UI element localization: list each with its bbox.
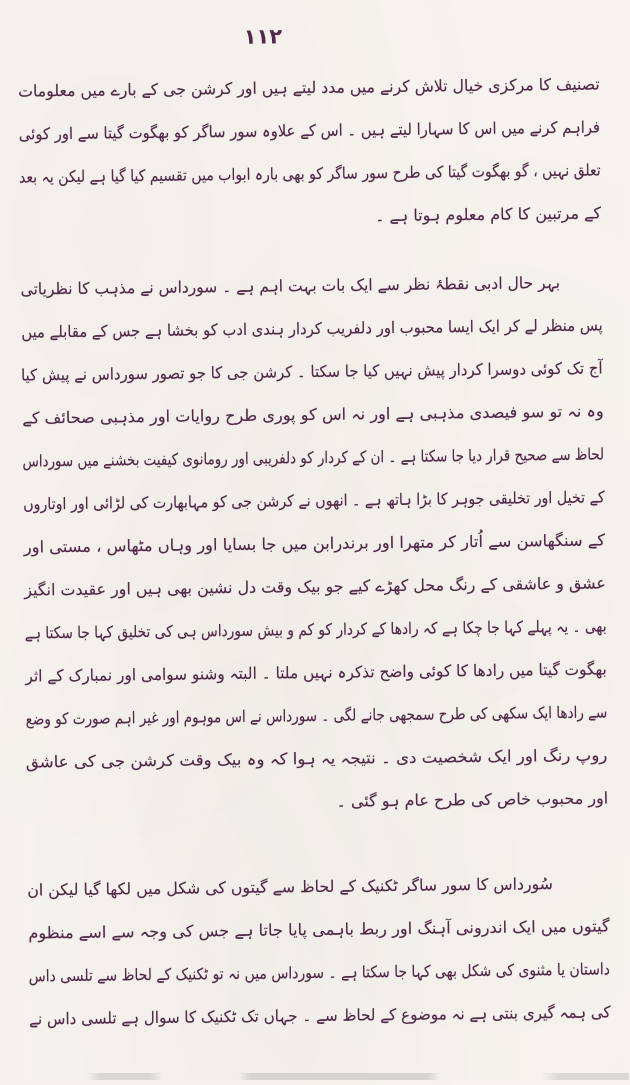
text-line: پس منظر لے کر ایک ایسا محبوب اور دلفریب کردار ہندی ادب کو بخشا ہے جس کے مقابلے میں — [21, 315, 604, 342]
text-line: بھگوت گیتا میں رادھا کا کوئی واضح تذکرہ نہیں ملتا ۔ البتہ وشنو سوامی اور نمبارک کے اثر — [26, 659, 608, 686]
text-line: کے مرتبین کا کام معلوم ہوتا ہے ۔ — [375, 203, 603, 226]
text-line: عشق و عاشقی کے رنگ محل کھڑے کیے جو بیک وقت دل نشین بھی ہیں اور عقیدت انگیز — [24, 573, 607, 600]
text-line: سُورداس کا سور ساگر ٹکنیک کے لحاظ سے گیتوں کی شکل میں لکھا گیا لیکن ان — [28, 874, 555, 900]
page-text — [18, 62, 612, 1040]
text-line: کی ہمہ گیری بنتی ہے نہ موضوع کے لحاظ سے ۔ جہاں تک ٹکنیک کا سوال ہے تلسی داس نے — [30, 1002, 612, 1029]
text-line: روپ رنگ اور ایک شخصیت دی ۔ نتیجہ یہ ہوا کہ وہ بیک وقت کرشن جی کی عاشق — [27, 745, 609, 772]
text-line: کے سنگھاسن سے اُتار کر متھرا اور برندرابن میں جا بسایا اور وہاں مٹھاس ، مستی اور — [24, 530, 607, 557]
paragraph — [18, 62, 602, 241]
text-line: لحاظ سے صحیح قرار دیا جا سکتا ہے ۔ ان کے کردار کو دلفریبی اور رومانوی کیفیت بخشنے میں سورداس — [23, 444, 606, 471]
text-line: تعلق نہیں ، گو بھگوت گیتا کی طرح سور ساگر کو بھی بارہ ابواب میں تقسیم کیا گیا ہے لیکن یہ بعد — [19, 160, 602, 187]
text-line: آج تک کوئی دوسرا کردار پیش نہیں کیا جا سکتا ۔ کرشن جی کا جو تصور سورداس نے پیش کیا — [22, 358, 605, 385]
text-line: تصنیف کا مرکزی خیال تلاش کرنے میں مدد لیتے ہیں اور کرشن جی کے بارے میں معلومات — [18, 74, 601, 101]
text-line: سے رادھا ایک سکھی کی طرح سمجھی جانے لگی ۔ سورداس نے اس موہوم اور غیر اہم صورت کو وضع — [26, 702, 609, 729]
text-line: اور محبوب خاص کی طرح عام ہو گئی ۔ — [337, 788, 610, 811]
paragraph — [21, 260, 610, 826]
text-line: کے تخیل اور تخلیقی جوہر کا بڑا ہاتھ ہے ۔ انھوں نے کرشن جی کو مہابھارت کی لڑائی اور اوتاروں — [23, 487, 606, 514]
text-line: فراہم کرنے میں اس کا سہارا لیتے ہیں ۔ اس کے علاوہ سور ساگر کو بھگوت گیتا سے اور کوئی — [19, 117, 602, 144]
text-line: بھی ۔ یہ پہلے کہا جا چکا ہے کہ رادھا کے کردار کو کم و بیش سورداس ہی کی تخلیق کہا جا سکتا ہے — [25, 616, 608, 643]
text-line: بہر حال ادبی نقطۂ نظر سے ایک بات بہت اہم ہے ۔ سورداس نے مذہب کا نظریاتی — [21, 272, 561, 299]
text-line: گیتوں میں ایک اندرونی آہنگ اور ربط باہمی پایا جاتا ہے جس کی وجہ سے اسے منظوم — [29, 916, 611, 943]
text-line: وہ نہ تو سو فیصدی مذہبی ہے اور نہ اس کو پوری طرح روایات اور مذہبی صحائف کے — [22, 401, 605, 428]
paragraph — [28, 861, 612, 1040]
page-number: ۱۱۲ — [244, 24, 284, 49]
scan-edge-shadow — [0, 1073, 630, 1080]
text-line: داستان یا مثنوی کی شکل بھی کہا جا سکتا ہے ۔ سورداس میں نہ تو ٹکنیک کے لحاظ سے تلسی داس — [29, 959, 612, 986]
